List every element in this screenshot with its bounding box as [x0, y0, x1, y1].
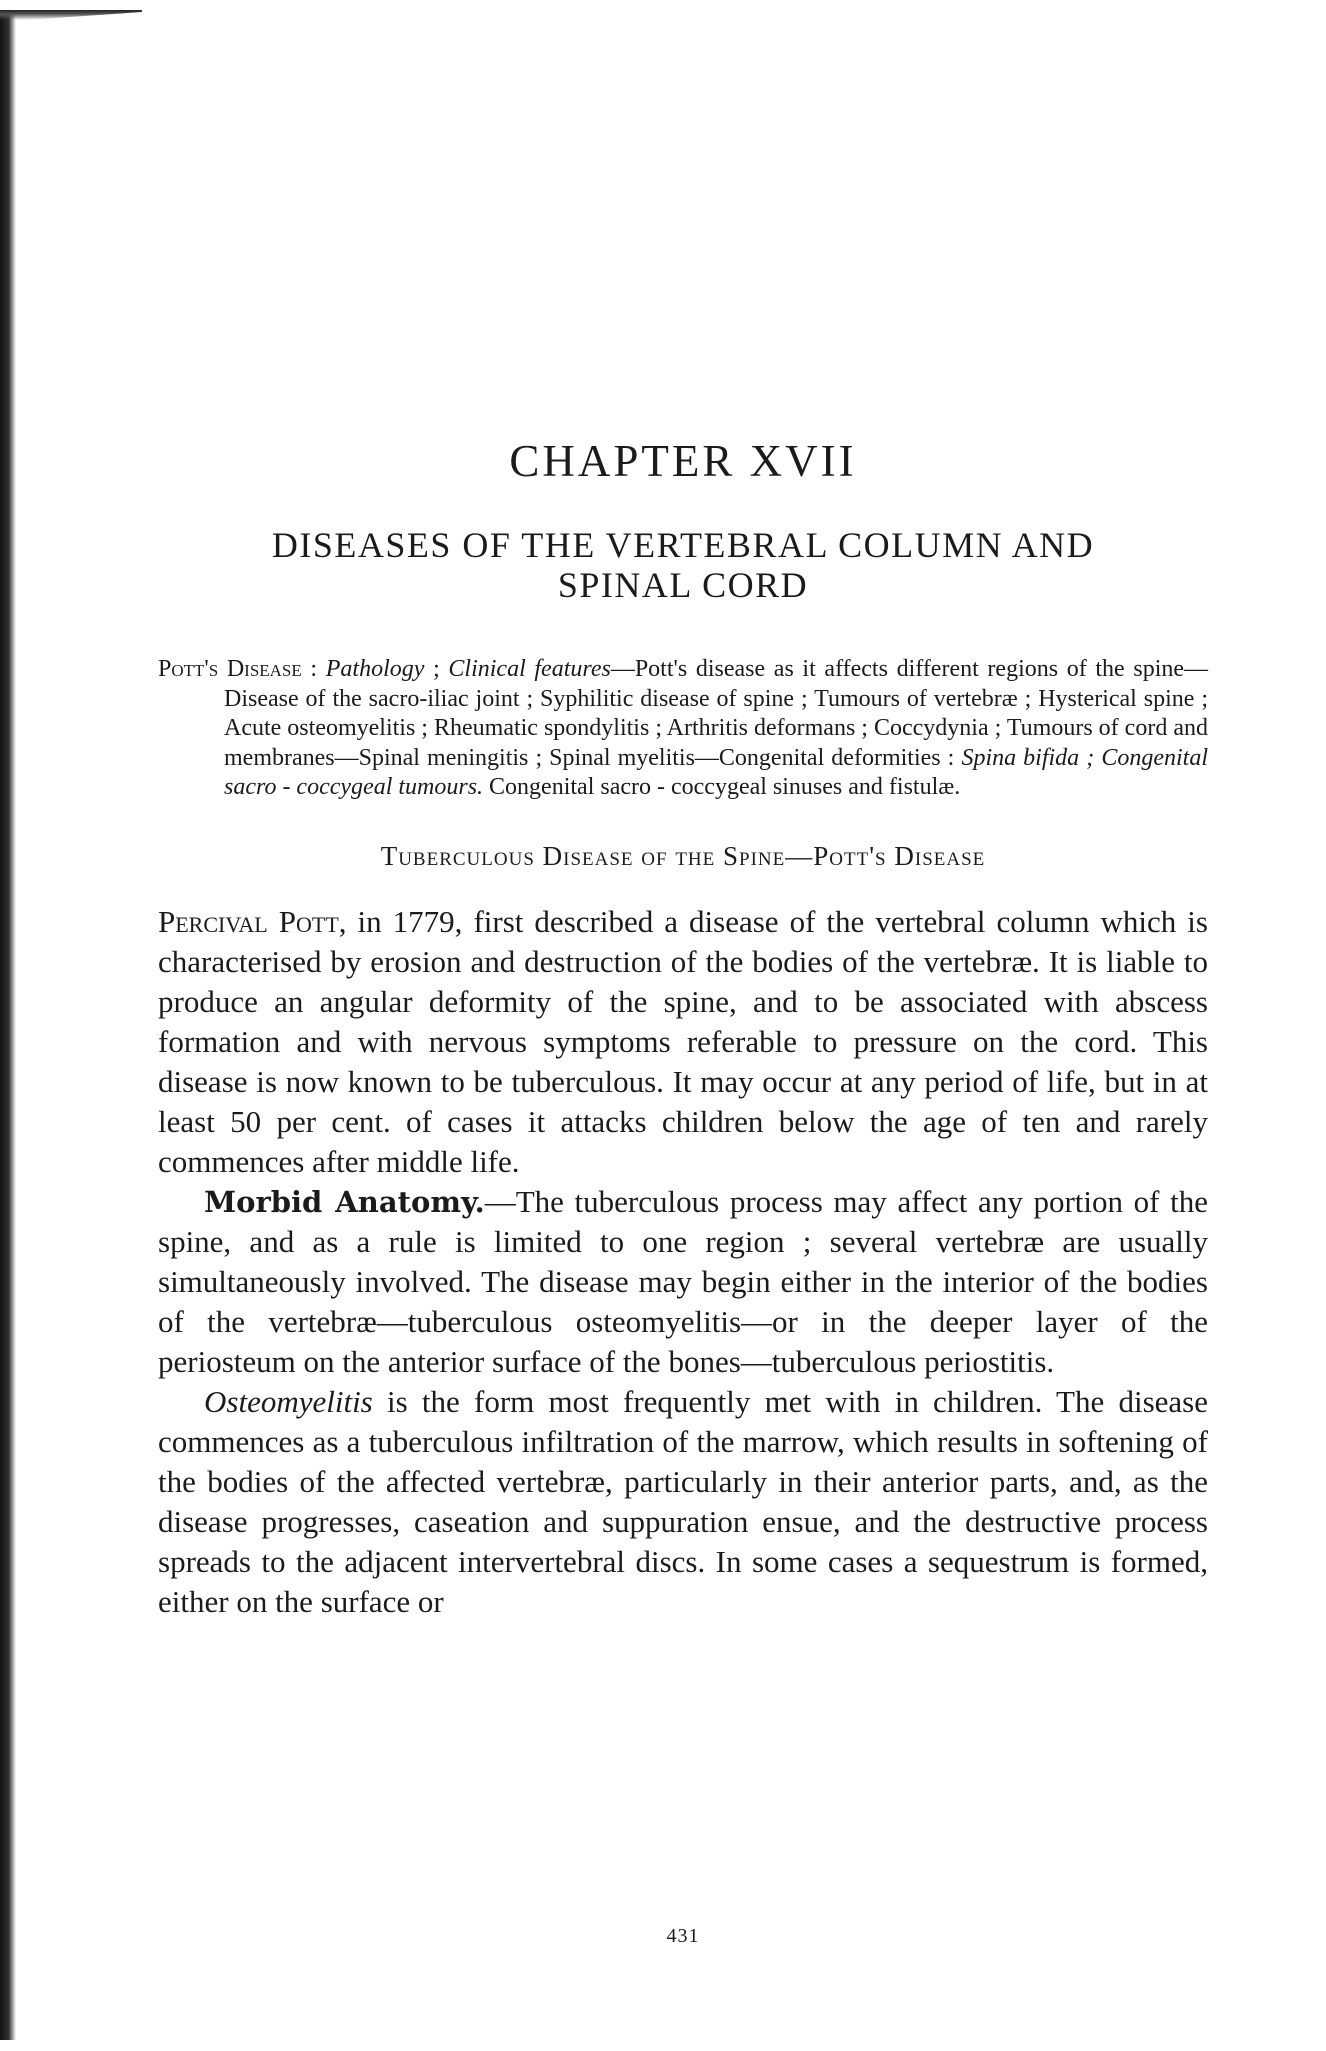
- synopsis-spina-bifida: Spina bifida ;: [961, 744, 1095, 771]
- chapter-title: [158, 525, 1208, 605]
- paragraph-2-heading: Morbid Anatomy.: [204, 1184, 485, 1219]
- paragraph-1-lead: Percival Pott: [158, 903, 339, 939]
- chapter-number: CHAPTER XVII: [509, 436, 857, 486]
- synopsis-body: —Pott's disease as it affects different regions of the spine—Disease of the sacro-iliac joint ; Syphilitic disease of spine ; Tumours of vertebræ ; Hysterical spine ; Acute osteomyelitis ; Rheumatic spondylitis ; Arthritis deformans ; Coccydynia ; Tumours of cord and membranes—Spinal meningitis ; Spinal myelitis—Congenital deformities :: [224, 656, 1209, 771]
- paragraph-3: [158, 1382, 1208, 1622]
- page-binding-corner: [0, 10, 142, 20]
- synopsis-congenital-tumours: Congenital sacro - coccygeal tumours.: [224, 744, 1208, 800]
- paragraph-2: [158, 1182, 1208, 1382]
- paragraph-1: [158, 902, 1208, 1182]
- paragraph-1-text: , in 1779, first described a disease of the vertebral column which is characterised by erosion and destruction of the bodies of the vertebræ. It is liable to produce an angular deformity of the spine, and to be associated with abscess formation and with nervous symptoms referable to pressure on the cord. This disease is now known to be tuberculous. It may occur at any period of life, but in at least 50 per cent. of cases it attacks children below the age of ten and rarely commences after middle life.: [158, 903, 1208, 1179]
- paragraph-3-text: is the form most frequently met with in children. The disease commences as a tuberculous infiltration of the marrow, which results in softening of the bodies of the affected vertebræ, particularly in their anterior parts, and, as the disease progresses, caseation and suppuration ensue, and the destructive process spreads to the adjacent intervertebral discs. In some cases a sequestrum is formed, either on the surface or: [158, 1383, 1208, 1619]
- synopsis-clinical-features: Clinical features: [448, 656, 611, 682]
- book-page: [158, 435, 1209, 1947]
- page-binding-edge: [0, 10, 16, 2040]
- section-heading: Tuberculous Disease of the Spine—Pott's Disease: [380, 840, 986, 871]
- synopsis-end: Congenital sacro - coccygeal sinuses and fistulæ.: [483, 774, 961, 800]
- chapter-synopsis: [158, 655, 1208, 803]
- paragraph-3-lead: Osteomyelitis: [204, 1383, 373, 1419]
- page-number: 431: [666, 1925, 700, 1947]
- synopsis-separator: ;: [424, 656, 449, 682]
- chapter-title-line-1: DISEASES OF THE VERTEBRAL COLUMN AND: [271, 525, 1095, 565]
- paragraph-2-text: —The tuberculous process may affect any portion of the spine, and as a rule is limited to one region ; several vertebræ are usually simultaneously involved. The disease may begin either in the interior of the bodies of the vertebræ—tuberculous osteomyelitis—or in the deeper layer of the periosteum on the anterior surface of the bones—tuberculous periostitis.: [158, 1183, 1208, 1379]
- synopsis-pathology: Pathology: [325, 656, 425, 682]
- chapter-title-line-2: SPINAL CORD: [557, 565, 809, 605]
- synopsis-lead: Pott's Disease: [158, 656, 302, 682]
- synopsis-colon: :: [301, 656, 326, 682]
